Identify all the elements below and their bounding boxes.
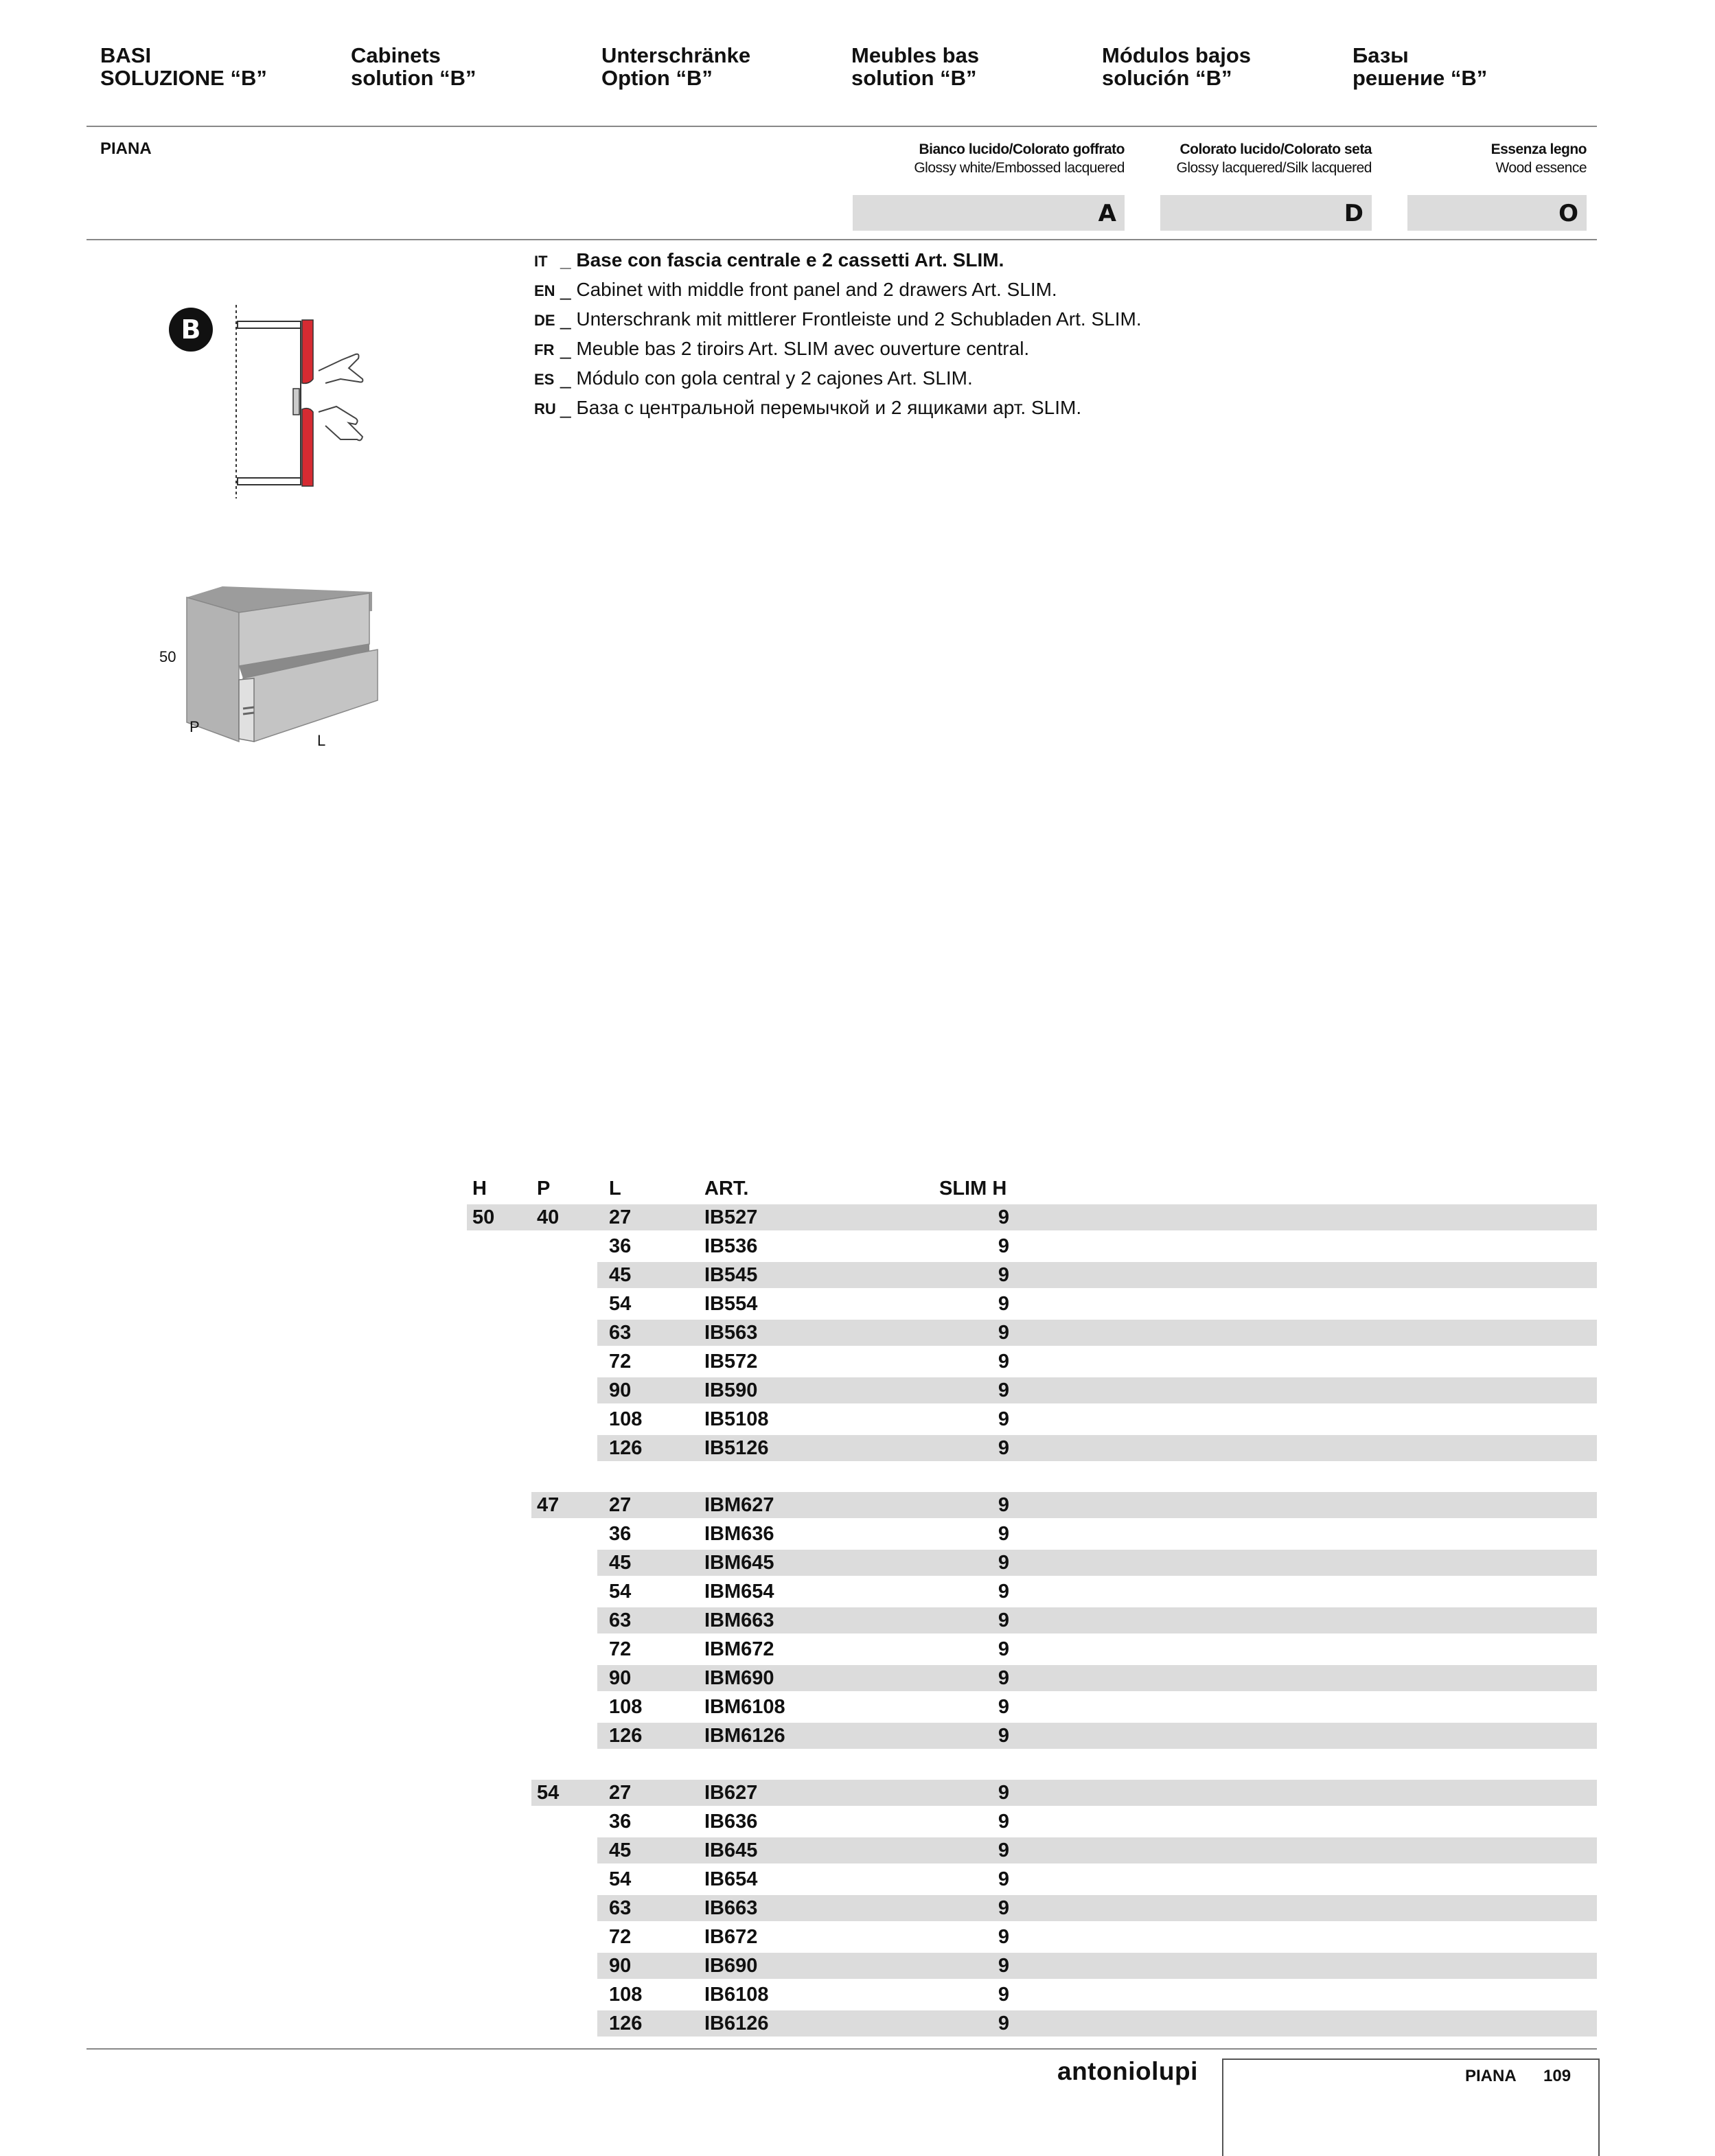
- desc-text: Módulo con gola central y 2 cajones Art. SLIM.: [576, 367, 973, 389]
- header-col-fr: [851, 44, 979, 89]
- table-header: [467, 1174, 1597, 1203]
- cell-l: 108: [609, 1696, 643, 1718]
- col-p-header: P: [537, 1178, 551, 1200]
- header-col-de: [601, 44, 750, 89]
- cell-l: 45: [609, 1839, 632, 1861]
- finish-divider: [87, 239, 1597, 240]
- height-label: 50: [159, 648, 176, 665]
- cell-l: 36: [609, 1811, 632, 1833]
- cell-slim: 9: [998, 1523, 1009, 1545]
- desc-fr: FR _ Meuble bas 2 tiroirs Art. SLIM avec ouverture central.: [534, 334, 1142, 364]
- finish-code-d: D: [1160, 195, 1372, 231]
- finish-code-a: A: [853, 195, 1125, 231]
- table-row: [467, 1606, 1597, 1635]
- cell-art: IB6108: [704, 1984, 769, 2006]
- cell-p: 47: [537, 1494, 560, 1516]
- cell-slim: 9: [998, 1322, 1009, 1344]
- desc-text: Base con fascia centrale e 2 cassetti Art. SLIM.: [576, 249, 1004, 271]
- cell-art: IB645: [704, 1839, 758, 1861]
- solution-badge: B: [169, 308, 213, 352]
- cell-slim: 9: [998, 1811, 1009, 1833]
- cell-p: 40: [537, 1206, 560, 1228]
- cell-l: 90: [609, 1955, 632, 1977]
- section-label: PIANA: [100, 139, 152, 158]
- header-line: solución “B”: [1102, 66, 1232, 90]
- brand-logo: antoniolupi: [1057, 2057, 1198, 2085]
- table-row: [467, 1778, 1597, 1807]
- desc-es: ES _ Módulo con gola central y 2 cajones Art. SLIM.: [534, 364, 1142, 393]
- table-row: [467, 1232, 1597, 1261]
- cell-slim: 9: [998, 1206, 1009, 1228]
- cell-art: IB563: [704, 1322, 758, 1344]
- finish-name: Colorato lucido/Colorato seta: [1179, 141, 1372, 157]
- table-row: [467, 1807, 1597, 1836]
- header-col-it: [100, 44, 267, 89]
- cell-l: 72: [609, 1638, 632, 1660]
- header-line: SOLUZIONE “B”: [100, 66, 267, 90]
- table-row: [467, 1434, 1597, 1463]
- cell-l: 90: [609, 1379, 632, 1401]
- col-h-header: H: [472, 1178, 487, 1200]
- cell-art: IBM627: [704, 1494, 774, 1516]
- cell-art: IB690: [704, 1955, 758, 1977]
- header-line: Meubles bas: [851, 43, 980, 67]
- desc-en: EN _ Cabinet with middle front panel and 2 drawers Art. SLIM.: [534, 275, 1142, 305]
- cell-slim: 9: [998, 1868, 1009, 1890]
- desc-text: Cabinet with middle front panel and 2 drawers Art. SLIM.: [576, 279, 1057, 300]
- cell-l: 126: [609, 1725, 643, 1747]
- cell-l: 27: [609, 1494, 632, 1516]
- header-divider: [87, 126, 1597, 127]
- cell-slim: 9: [998, 1926, 1009, 1948]
- cell-l: 63: [609, 1609, 632, 1631]
- cell-l: 126: [609, 1437, 643, 1459]
- finish-name: Essenza legno: [1490, 141, 1587, 157]
- table-row: [467, 1347, 1597, 1376]
- cell-slim: 9: [998, 1552, 1009, 1574]
- lang-code: EN: [534, 282, 555, 299]
- table-row: [467, 1664, 1597, 1693]
- page-number: 109: [1543, 2067, 1572, 2085]
- cell-art: IB654: [704, 1868, 758, 1890]
- depth-label: P: [189, 718, 200, 735]
- lang-code: IT: [534, 253, 548, 270]
- header-line: Option “B”: [601, 66, 713, 90]
- desc-text: Meuble bas 2 tiroirs Art. SLIM avec ouverture central.: [576, 338, 1030, 359]
- desc-it: IT _ Base con fascia centrale e 2 cassetti Art. SLIM.: [534, 246, 1142, 275]
- table-row: [467, 1951, 1597, 1980]
- finish-label-a: [851, 140, 1125, 177]
- table-row: [467, 1980, 1597, 2009]
- finish-name: Bianco lucido/Colorato goffrato: [919, 141, 1125, 157]
- group-gap: [467, 1750, 1597, 1778]
- cell-art: IB590: [704, 1379, 758, 1401]
- table-row: [467, 1491, 1597, 1519]
- table-row: [467, 1693, 1597, 1721]
- table-row: [467, 1635, 1597, 1664]
- finish-code-o: O: [1407, 195, 1587, 231]
- table-row: [467, 1721, 1597, 1750]
- cell-l: 54: [609, 1868, 632, 1890]
- cell-slim: 9: [998, 1609, 1009, 1631]
- table-row: [467, 1261, 1597, 1289]
- cell-slim: 9: [998, 1494, 1009, 1516]
- cell-slim: 9: [998, 1839, 1009, 1861]
- col-art-header: ART.: [704, 1178, 749, 1200]
- lang-code: RU: [534, 400, 556, 417]
- table-row: [467, 1923, 1597, 1951]
- footer-box: [1222, 2058, 1600, 2156]
- footer-divider: [87, 2048, 1597, 2050]
- cell-p: 54: [537, 1782, 560, 1804]
- lang-code: DE: [534, 312, 555, 329]
- header-line: Базы: [1353, 43, 1409, 67]
- desc-de: DE _ Unterschrank mit mittlerer Frontleiste und 2 Schubladen Art. SLIM.: [534, 305, 1142, 334]
- header-line: solution “B”: [351, 66, 476, 90]
- cell-l: 45: [609, 1264, 632, 1286]
- cell-art: IBM645: [704, 1552, 774, 1574]
- cell-art: IB554: [704, 1293, 758, 1315]
- header-line: BASI: [100, 43, 152, 67]
- table-row: [467, 2009, 1597, 2038]
- lang-code: FR: [534, 341, 555, 358]
- cell-l: 72: [609, 1926, 632, 1948]
- header-line: Unterschränke: [601, 43, 751, 67]
- cell-art: IB572: [704, 1351, 758, 1373]
- cell-slim: 9: [998, 1351, 1009, 1373]
- cell-art: IB627: [704, 1782, 758, 1804]
- cell-slim: 9: [998, 1955, 1009, 1977]
- cell-art: IB636: [704, 1811, 758, 1833]
- cell-slim: 9: [998, 1264, 1009, 1286]
- article-table: [467, 1174, 1597, 2038]
- cell-art: IB536: [704, 1235, 758, 1257]
- cell-art: IB527: [704, 1206, 758, 1228]
- cell-slim: 9: [998, 1638, 1009, 1660]
- cell-slim: 9: [998, 1437, 1009, 1459]
- cell-slim: 9: [998, 1235, 1009, 1257]
- cell-l: 36: [609, 1235, 632, 1257]
- cell-art: IBM663: [704, 1609, 774, 1631]
- col-l-header: L: [609, 1178, 621, 1200]
- cell-art: IBM672: [704, 1638, 774, 1660]
- cell-l: 54: [609, 1581, 632, 1603]
- cell-l: 36: [609, 1523, 632, 1545]
- cell-l: 45: [609, 1552, 632, 1574]
- finish-name-en: Wood essence: [1495, 160, 1587, 176]
- cell-art: IB663: [704, 1897, 758, 1919]
- cell-art: IBM654: [704, 1581, 774, 1603]
- finish-label-d: [1160, 140, 1372, 177]
- finish-label-o: [1407, 140, 1587, 177]
- cell-slim: 9: [998, 1725, 1009, 1747]
- desc-text: Unterschrank mit mittlerer Frontleiste und 2 Schubladen Art. SLIM.: [576, 308, 1142, 330]
- group-gap: [467, 1463, 1597, 1491]
- cell-art: IB5108: [704, 1408, 769, 1430]
- cell-l: 126: [609, 2012, 643, 2034]
- table-body: [467, 1203, 1597, 2038]
- cell-l: 63: [609, 1897, 632, 1919]
- header-line: solution “B”: [851, 66, 977, 90]
- header-col-es: [1102, 44, 1251, 89]
- table-row: [467, 1519, 1597, 1548]
- cell-l: 54: [609, 1293, 632, 1315]
- cell-l: 108: [609, 1984, 643, 2006]
- cabinet-drawing: [151, 577, 398, 755]
- cell-art: IB672: [704, 1926, 758, 1948]
- cell-l: 108: [609, 1408, 643, 1430]
- row-shade: [531, 1492, 1597, 1518]
- row-shade: [531, 1780, 1597, 1806]
- col-slim-header: SLIM H: [939, 1178, 1007, 1200]
- cell-l: 90: [609, 1667, 632, 1689]
- table-row: [467, 1836, 1597, 1865]
- cell-slim: 9: [998, 1667, 1009, 1689]
- header-col-ru: [1353, 44, 1487, 89]
- table-row: [467, 1577, 1597, 1606]
- finish-name-en: Glossy lacquered/Silk lacquered: [1176, 160, 1372, 176]
- table-row: [467, 1894, 1597, 1923]
- cell-slim: 9: [998, 1782, 1009, 1804]
- cell-slim: 9: [998, 1984, 1009, 2006]
- table-row: [467, 1289, 1597, 1318]
- cell-art: IB5126: [704, 1437, 769, 1459]
- table-row: [467, 1405, 1597, 1434]
- cell-h: 50: [472, 1206, 495, 1228]
- finish-name-en: Glossy white/Embossed lacquered: [914, 160, 1125, 176]
- desc-text: База с центральной перемычкой и 2 ящиками арт. SLIM.: [576, 397, 1082, 418]
- cell-l: 63: [609, 1322, 632, 1344]
- cell-slim: 9: [998, 1408, 1009, 1430]
- header-line: решение “B”: [1353, 66, 1488, 90]
- lang-code: ES: [534, 371, 555, 388]
- cell-l: 27: [609, 1206, 632, 1228]
- description-list: [534, 246, 1142, 423]
- table-row: [467, 1376, 1597, 1405]
- width-label: L: [317, 732, 326, 749]
- cell-slim: 9: [998, 2012, 1009, 2034]
- cell-art: IBM636: [704, 1523, 774, 1545]
- profile-diagram: [169, 302, 375, 501]
- header-line: Módulos bajos: [1102, 43, 1251, 67]
- cell-l: 72: [609, 1351, 632, 1373]
- footer-section: PIANA: [1465, 2067, 1517, 2085]
- cabinet-illustration: [151, 577, 398, 755]
- cell-slim: 9: [998, 1897, 1009, 1919]
- cell-art: IB6126: [704, 2012, 769, 2034]
- cell-slim: 9: [998, 1379, 1009, 1401]
- cell-slim: 9: [998, 1293, 1009, 1315]
- cell-art: IBM690: [704, 1667, 774, 1689]
- cell-art: IB545: [704, 1264, 758, 1286]
- cell-art: IBM6108: [704, 1696, 785, 1718]
- cell-l: 27: [609, 1782, 632, 1804]
- table-row: [467, 1865, 1597, 1894]
- table-row: [467, 1318, 1597, 1347]
- header-col-en: [351, 44, 476, 89]
- cell-slim: 9: [998, 1696, 1009, 1718]
- table-row: [467, 1548, 1597, 1577]
- row-shade: [467, 1204, 1597, 1230]
- cell-art: IBM6126: [704, 1725, 785, 1747]
- table-row: [467, 1203, 1597, 1232]
- desc-ru: RU _ База с центральной перемычкой и 2 ящиками арт. SLIM.: [534, 393, 1142, 423]
- cell-slim: 9: [998, 1581, 1009, 1603]
- header-line: Cabinets: [351, 43, 441, 67]
